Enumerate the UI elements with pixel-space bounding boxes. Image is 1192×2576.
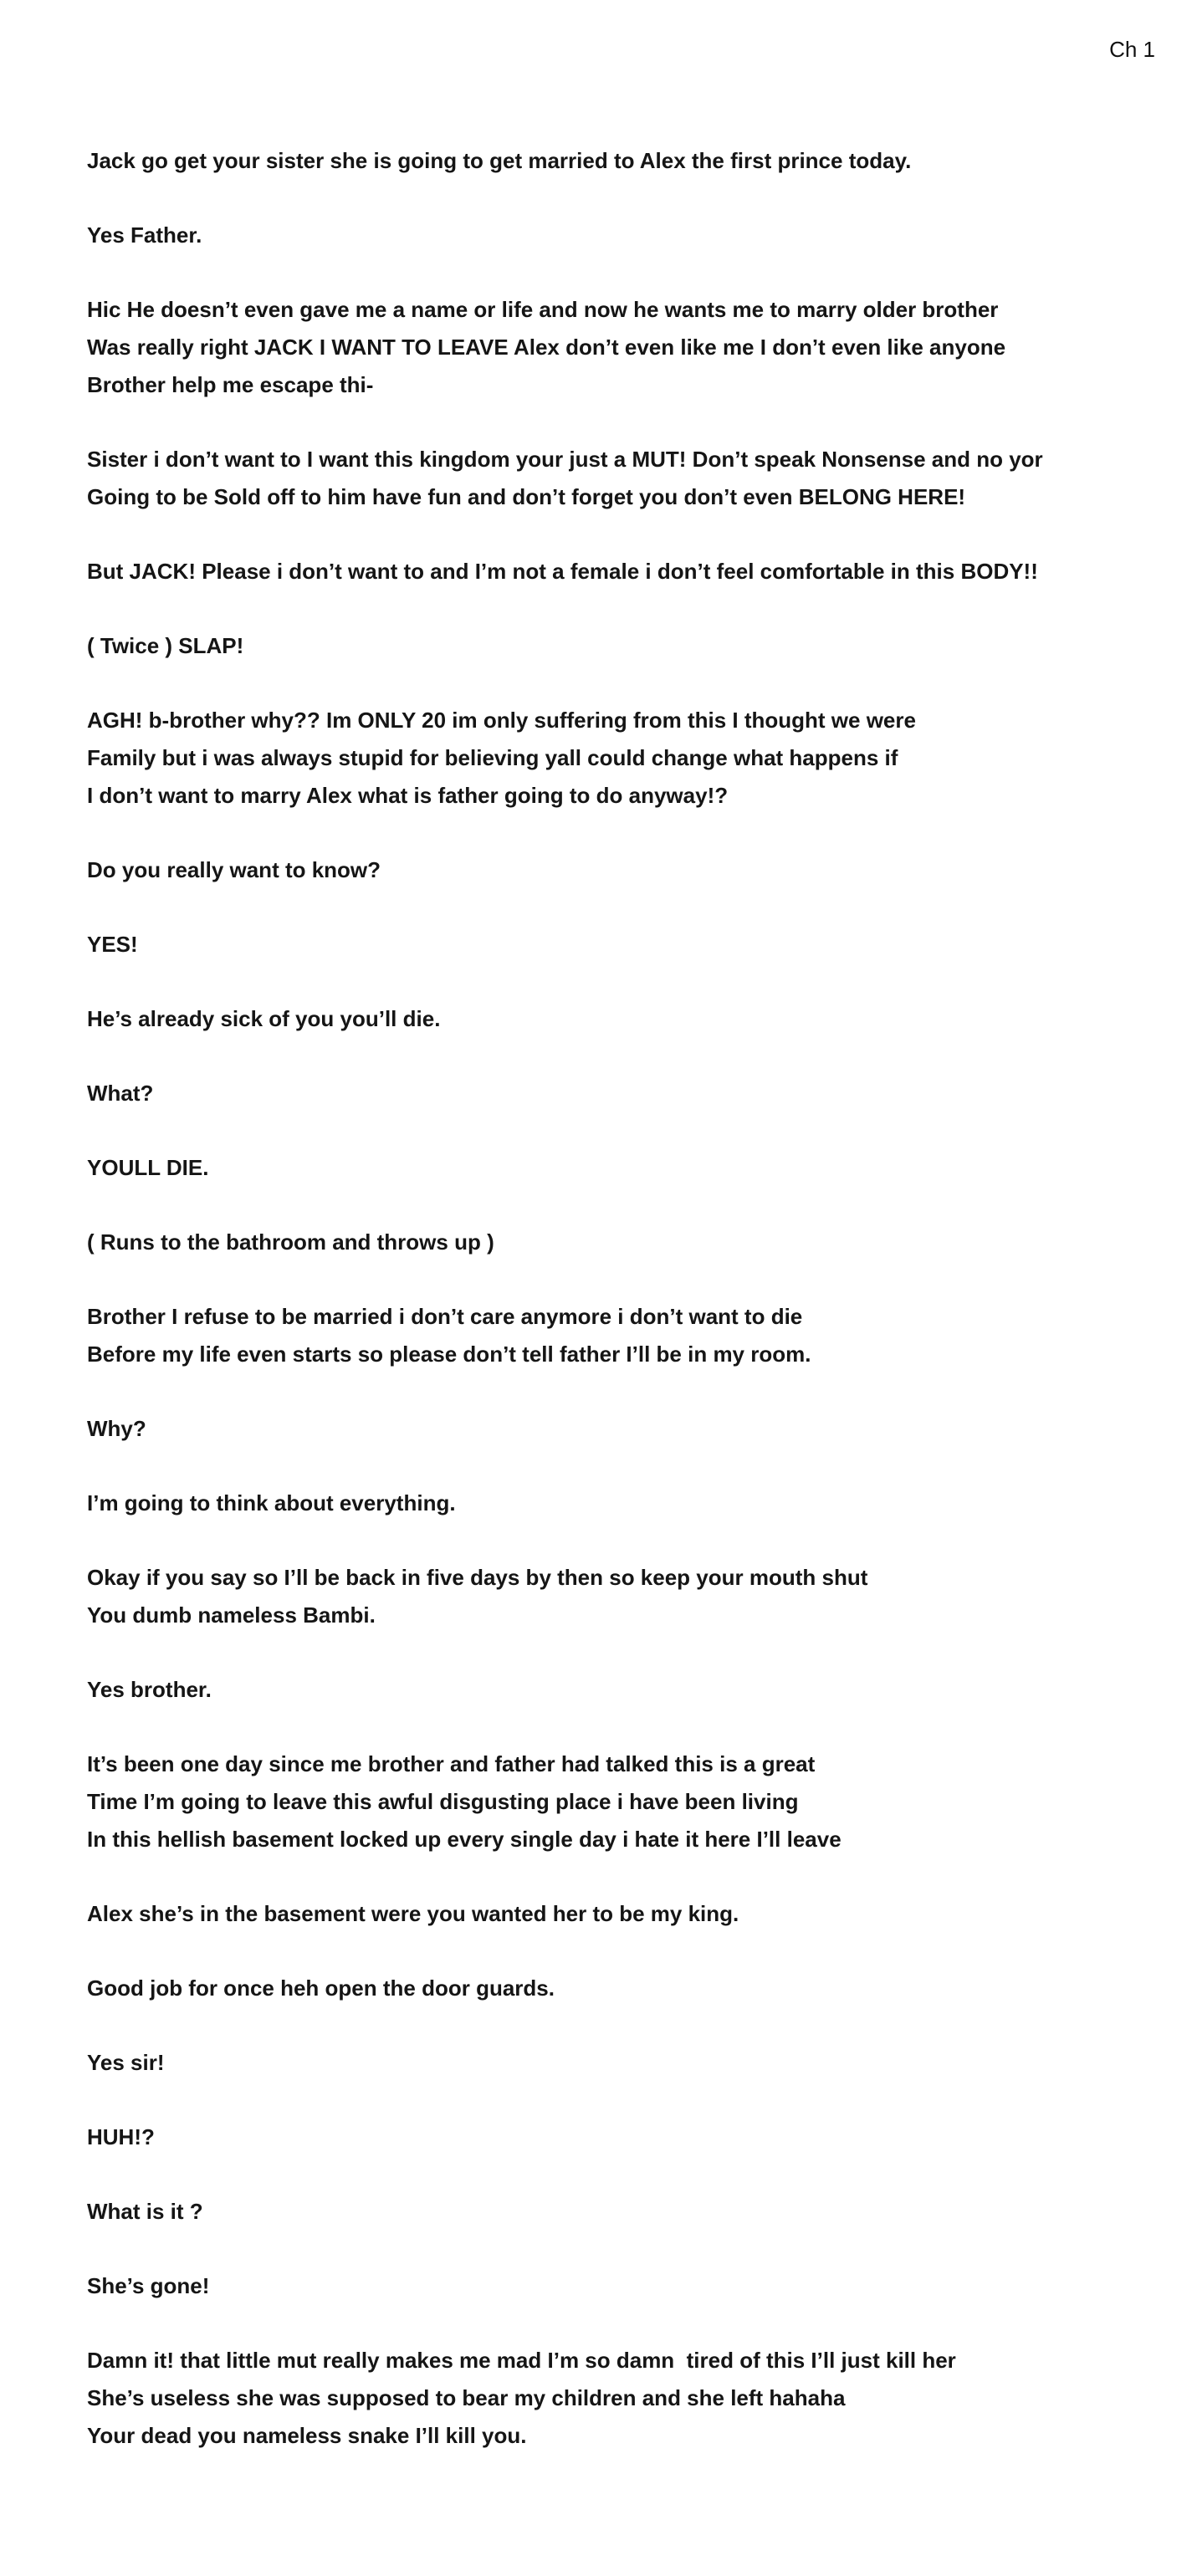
story-body (87, 142, 1108, 2492)
chapter-label: Ch 1 (1109, 37, 1155, 62)
text-line: Okay if you say so I’ll be back in five days by then so keep your mouth shut (87, 1565, 868, 1590)
paragraph (87, 441, 1108, 516)
paragraph (87, 1298, 1108, 1373)
paragraph (87, 1559, 1108, 1634)
paragraph (87, 553, 1108, 590)
text-line: Going to be Sold off to him have fun and don’t forget you don’t even BELONG HERE! (87, 484, 966, 509)
text-line: Brother help me escape thi- (87, 372, 374, 397)
text-line: YOULL DIE. (87, 1155, 209, 1180)
text-line: HUH!? (87, 2124, 155, 2149)
text-line: ( Twice ) SLAP! (87, 633, 244, 658)
text-line: Jack go get your sister she is going to get married to Alex the first prince today. (87, 148, 912, 173)
text-line: She’s gone! (87, 2273, 210, 2298)
paragraph (87, 851, 1108, 889)
text-line: YES! (87, 932, 138, 957)
text-line: Do you really want to know? (87, 857, 381, 882)
text-line: But JACK! Please i don’t want to and I’m not a female i don’t feel comfortable in this BODY!! (87, 559, 1038, 584)
text-line: What? (87, 1081, 154, 1106)
text-line: In this hellish basement locked up every single day i hate it here I’ll leave (87, 1827, 842, 1852)
text-line: Was really right JACK I WANT TO LEAVE Alex don’t even like me I don’t even like anyone (87, 335, 1006, 360)
text-line: Damn it! that little mut really makes me mad I’m so damn tired of this I’ll just kill her (87, 2348, 956, 2373)
text-line: It’s been one day since me brother and father had talked this is a great (87, 1751, 816, 1776)
text-line: Brother I refuse to be married i don’t care anymore i don’t want to die (87, 1304, 803, 1329)
paragraph (87, 702, 1108, 815)
paragraph (87, 2342, 1108, 2455)
text-line: Before my life even starts so please don’t tell father I’ll be in my room. (87, 1342, 811, 1367)
text-line: She’s useless she was supposed to bear my children and she left hahaha (87, 2385, 846, 2410)
text-line: I’m going to think about everything. (87, 1490, 456, 1515)
text-line: Why? (87, 1416, 146, 1441)
paragraph (87, 1224, 1108, 1261)
paragraph (87, 291, 1108, 404)
paragraph (87, 2119, 1108, 2156)
paragraph (87, 142, 1108, 180)
text-line: Yes sir! (87, 2050, 165, 2075)
text-line: Your dead you nameless snake I’ll kill you. (87, 2423, 527, 2448)
text-line: Sister i don’t want to I want this kingdom your just a MUT! Don’t speak Nonsense and no yor (87, 447, 1043, 472)
paragraph (87, 2193, 1108, 2231)
text-line: Time I’m going to leave this awful disgusting place i have been living (87, 1789, 799, 1814)
text-line: Yes brother. (87, 1677, 212, 1702)
text-line: I don’t want to marry Alex what is father going to do anyway!? (87, 783, 729, 808)
text-line: What is it ? (87, 2199, 203, 2224)
paragraph (87, 1895, 1108, 1933)
text-line: Family but i was always stupid for believing yall could change what happens if (87, 745, 898, 770)
text-line: ( Runs to the bathroom and throws up ) (87, 1229, 494, 1255)
paragraph (87, 1410, 1108, 1448)
text-line: He’s already sick of you you’ll die. (87, 1006, 441, 1031)
paragraph (87, 1671, 1108, 1709)
paragraph (87, 217, 1108, 254)
paragraph (87, 627, 1108, 665)
paragraph (87, 1745, 1108, 1858)
paragraph (87, 2044, 1108, 2082)
text-line: AGH! b-brother why?? Im ONLY 20 im only suffering from this I thought we were (87, 708, 916, 733)
paragraph (87, 2267, 1108, 2305)
paragraph (87, 1000, 1108, 1038)
paragraph (87, 926, 1108, 963)
text-line: You dumb nameless Bambi. (87, 1602, 376, 1628)
paragraph (87, 1485, 1108, 1522)
paragraph (87, 1075, 1108, 1112)
paragraph (87, 1149, 1108, 1187)
text-line: Good job for once heh open the door guards. (87, 1975, 555, 2001)
paragraph (87, 1970, 1108, 2007)
text-line: Alex she’s in the basement were you wanted her to be my king. (87, 1901, 739, 1926)
text-line: Yes Father. (87, 222, 202, 248)
text-line: Hic He doesn’t even gave me a name or life and now he wants me to marry older brother (87, 297, 999, 322)
